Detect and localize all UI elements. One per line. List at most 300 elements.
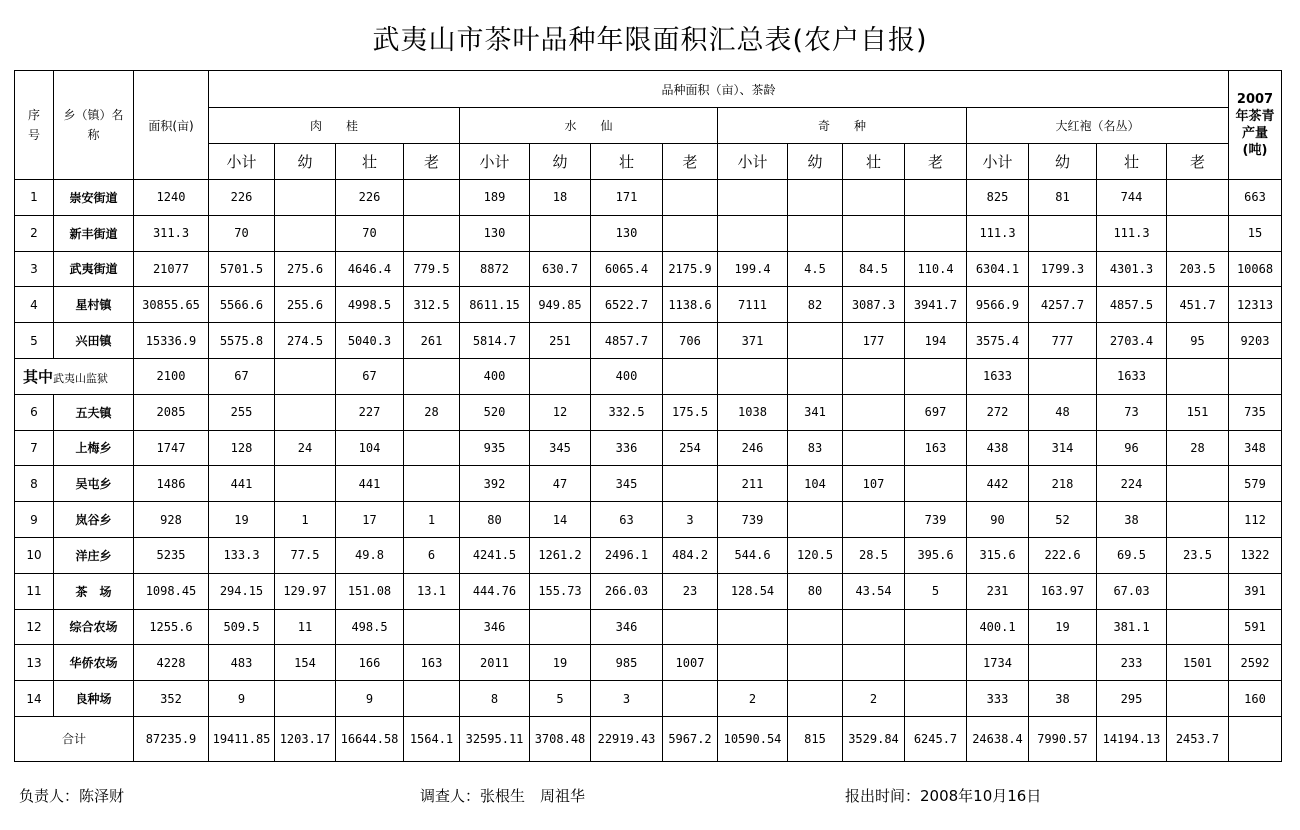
value-cell	[905, 609, 967, 645]
value-cell	[530, 215, 591, 251]
value-cell	[404, 215, 460, 251]
value-cell: 24	[275, 430, 336, 466]
value-cell	[843, 215, 905, 251]
value-cell: 23	[663, 573, 718, 609]
output-cell	[1229, 358, 1282, 394]
value-cell: 120.5	[788, 537, 843, 573]
table-row	[15, 502, 1282, 538]
value-cell: 777	[1029, 323, 1097, 359]
value-cell: 4857.7	[591, 323, 663, 359]
value-cell: 251	[530, 323, 591, 359]
value-cell: 5814.7	[460, 323, 530, 359]
value-cell: 104	[336, 430, 404, 466]
sub-row-label	[15, 358, 134, 394]
town-name: 茶 场	[54, 573, 134, 609]
header-age-old: 老	[663, 144, 718, 180]
row-number: 1	[15, 180, 54, 216]
value-cell: 4998.5	[336, 287, 404, 323]
value-cell: 246	[718, 430, 788, 466]
header-age-mature: 壮	[591, 144, 663, 180]
town-name: 星村镇	[54, 287, 134, 323]
area-cell: 2100	[134, 358, 209, 394]
row-number: 4	[15, 287, 54, 323]
area-cell: 352	[134, 681, 209, 717]
value-cell	[788, 681, 843, 717]
value-cell: 333	[967, 681, 1029, 717]
row-number: 7	[15, 430, 54, 466]
value-cell: 199.4	[718, 251, 788, 287]
value-cell: 6522.7	[591, 287, 663, 323]
value-cell: 985	[591, 645, 663, 681]
value-cell	[1167, 180, 1229, 216]
value-cell	[718, 215, 788, 251]
value-cell	[1167, 358, 1229, 394]
value-cell: 3529.84	[843, 716, 905, 761]
value-cell: 4857.5	[1097, 287, 1167, 323]
value-cell: 14	[530, 502, 591, 538]
output-cell: 391	[1229, 573, 1282, 609]
value-cell: 151	[1167, 394, 1229, 430]
value-cell: 544.6	[718, 537, 788, 573]
output-cell: 112	[1229, 502, 1282, 538]
value-cell: 155.73	[530, 573, 591, 609]
value-cell: 509.5	[209, 609, 275, 645]
value-cell: 19	[209, 502, 275, 538]
value-cell: 744	[1097, 180, 1167, 216]
value-cell	[905, 215, 967, 251]
value-cell: 825	[967, 180, 1029, 216]
value-cell: 22919.43	[591, 716, 663, 761]
value-cell	[404, 466, 460, 502]
value-cell	[663, 215, 718, 251]
header-age-young: 幼	[1029, 144, 1097, 180]
value-cell: 1007	[663, 645, 718, 681]
value-cell: 5566.6	[209, 287, 275, 323]
value-cell: 395.6	[905, 537, 967, 573]
output-cell: 663	[1229, 180, 1282, 216]
value-cell: 175.5	[663, 394, 718, 430]
header-variety-area: 品种面积（亩）、茶龄	[209, 71, 1229, 108]
header-area: 面积(亩)	[134, 71, 209, 180]
value-cell: 2496.1	[591, 537, 663, 573]
value-cell: 73	[1097, 394, 1167, 430]
town-name: 良种场	[54, 681, 134, 717]
value-cell	[275, 180, 336, 216]
table-row	[15, 215, 1282, 251]
header-age-mature: 壮	[336, 144, 404, 180]
value-cell: 1203.17	[275, 716, 336, 761]
summary-table	[14, 70, 1282, 762]
value-cell: 67	[336, 358, 404, 394]
value-cell: 48	[1029, 394, 1097, 430]
output-cell: 2592	[1229, 645, 1282, 681]
value-cell: 189	[460, 180, 530, 216]
area-cell: 15336.9	[134, 323, 209, 359]
value-cell: 80	[460, 502, 530, 538]
value-cell: 1138.6	[663, 287, 718, 323]
value-cell: 95	[1167, 323, 1229, 359]
town-name: 崇安街道	[54, 180, 134, 216]
value-cell: 19	[1029, 609, 1097, 645]
value-cell: 10590.54	[718, 716, 788, 761]
value-cell: 128	[209, 430, 275, 466]
header-age-old: 老	[404, 144, 460, 180]
value-cell: 28.5	[843, 537, 905, 573]
sub-row-lead: 其中	[23, 367, 54, 386]
value-cell: 3941.7	[905, 287, 967, 323]
header-age-young: 幼	[275, 144, 336, 180]
value-cell	[530, 358, 591, 394]
value-cell: 4241.5	[460, 537, 530, 573]
value-cell: 294.15	[209, 573, 275, 609]
value-cell	[663, 609, 718, 645]
total-row	[15, 716, 1282, 761]
value-cell: 274.5	[275, 323, 336, 359]
value-cell: 4301.3	[1097, 251, 1167, 287]
value-cell: 381.1	[1097, 609, 1167, 645]
header-age-old: 老	[1167, 144, 1229, 180]
table-row	[15, 180, 1282, 216]
value-cell	[843, 394, 905, 430]
value-cell: 6	[404, 537, 460, 573]
page-title: 武夷山市茶叶品种年限面积汇总表(农户自报)	[372, 25, 928, 56]
value-cell: 128.54	[718, 573, 788, 609]
table-row	[15, 609, 1282, 645]
value-cell: 5	[530, 681, 591, 717]
value-cell: 400	[591, 358, 663, 394]
value-cell: 4646.4	[336, 251, 404, 287]
town-name: 新丰街道	[54, 215, 134, 251]
value-cell	[788, 502, 843, 538]
value-cell: 18	[530, 180, 591, 216]
value-cell	[1167, 609, 1229, 645]
value-cell: 2453.7	[1167, 716, 1229, 761]
value-cell: 8611.15	[460, 287, 530, 323]
value-cell	[404, 681, 460, 717]
header-seq: 序号	[15, 71, 54, 180]
value-cell: 400.1	[967, 609, 1029, 645]
value-cell: 1633	[967, 358, 1029, 394]
value-cell: 706	[663, 323, 718, 359]
value-cell	[718, 358, 788, 394]
value-cell	[1167, 502, 1229, 538]
value-cell: 69.5	[1097, 537, 1167, 573]
value-cell	[788, 645, 843, 681]
value-cell: 441	[209, 466, 275, 502]
value-cell: 17	[336, 502, 404, 538]
value-cell: 23.5	[1167, 537, 1229, 573]
town-name: 洋庄乡	[54, 537, 134, 573]
area-cell: 1747	[134, 430, 209, 466]
value-cell	[530, 609, 591, 645]
value-cell: 81	[1029, 180, 1097, 216]
row-number: 9	[15, 502, 54, 538]
value-cell: 38	[1097, 502, 1167, 538]
value-cell: 1799.3	[1029, 251, 1097, 287]
value-cell: 82	[788, 287, 843, 323]
value-cell: 194	[905, 323, 967, 359]
value-cell: 2175.9	[663, 251, 718, 287]
value-cell: 272	[967, 394, 1029, 430]
value-cell: 224	[1097, 466, 1167, 502]
value-cell: 935	[460, 430, 530, 466]
table-row	[15, 287, 1282, 323]
value-cell	[404, 180, 460, 216]
value-cell: 163	[905, 430, 967, 466]
value-cell: 739	[905, 502, 967, 538]
value-cell: 484.2	[663, 537, 718, 573]
value-cell: 70	[336, 215, 404, 251]
area-cell: 5235	[134, 537, 209, 573]
value-cell: 3	[663, 502, 718, 538]
value-cell: 4.5	[788, 251, 843, 287]
value-cell	[788, 358, 843, 394]
header-age-young: 幼	[788, 144, 843, 180]
town-name: 上梅乡	[54, 430, 134, 466]
town-name: 吴屯乡	[54, 466, 134, 502]
output-cell	[1229, 716, 1282, 761]
value-cell: 6065.4	[591, 251, 663, 287]
value-cell: 441	[336, 466, 404, 502]
value-cell: 949.85	[530, 287, 591, 323]
value-cell: 151.08	[336, 573, 404, 609]
value-cell	[843, 502, 905, 538]
value-cell: 2	[718, 681, 788, 717]
value-cell: 4257.7	[1029, 287, 1097, 323]
value-cell	[905, 358, 967, 394]
value-cell	[843, 358, 905, 394]
output-cell: 735	[1229, 394, 1282, 430]
output-cell: 12313	[1229, 287, 1282, 323]
value-cell: 275.6	[275, 251, 336, 287]
value-cell: 222.6	[1029, 537, 1097, 573]
value-cell: 111.3	[1097, 215, 1167, 251]
value-cell: 341	[788, 394, 843, 430]
table-row	[15, 681, 1282, 717]
value-cell: 3087.3	[843, 287, 905, 323]
value-cell: 129.97	[275, 573, 336, 609]
value-cell: 1734	[967, 645, 1029, 681]
value-cell: 2	[843, 681, 905, 717]
value-cell: 9	[209, 681, 275, 717]
table-row	[15, 466, 1282, 502]
table-row	[15, 394, 1282, 430]
value-cell: 255	[209, 394, 275, 430]
value-cell	[404, 358, 460, 394]
value-cell	[275, 466, 336, 502]
row-number: 13	[15, 645, 54, 681]
value-cell: 171	[591, 180, 663, 216]
value-cell: 312.5	[404, 287, 460, 323]
value-cell	[718, 180, 788, 216]
header-variety-dahongpao: 大红袍（名丛）	[967, 108, 1229, 144]
value-cell: 3	[591, 681, 663, 717]
value-cell: 345	[591, 466, 663, 502]
area-cell: 928	[134, 502, 209, 538]
value-cell: 32595.11	[460, 716, 530, 761]
value-cell: 6245.7	[905, 716, 967, 761]
value-cell: 371	[718, 323, 788, 359]
value-cell	[1029, 358, 1097, 394]
value-cell	[275, 358, 336, 394]
value-cell	[788, 215, 843, 251]
value-cell: 203.5	[1167, 251, 1229, 287]
value-cell: 3575.4	[967, 323, 1029, 359]
value-cell: 1	[275, 502, 336, 538]
value-cell: 315.6	[967, 537, 1029, 573]
value-cell: 133.3	[209, 537, 275, 573]
value-cell: 163	[404, 645, 460, 681]
value-cell: 336	[591, 430, 663, 466]
header-variety-shuixian: 水 仙	[460, 108, 718, 144]
value-cell: 815	[788, 716, 843, 761]
row-number: 14	[15, 681, 54, 717]
value-cell: 83	[788, 430, 843, 466]
value-cell: 177	[843, 323, 905, 359]
footer-report-date: 报出时间：2008年10月16日	[845, 787, 1042, 805]
value-cell: 67	[209, 358, 275, 394]
row-number: 2	[15, 215, 54, 251]
output-cell: 591	[1229, 609, 1282, 645]
value-cell	[905, 645, 967, 681]
area-cell: 4228	[134, 645, 209, 681]
output-cell: 160	[1229, 681, 1282, 717]
value-cell: 49.8	[336, 537, 404, 573]
table-row	[15, 251, 1282, 287]
total-label: 合计	[15, 716, 134, 761]
header-variety-qizhong: 奇 种	[718, 108, 967, 144]
value-cell	[663, 358, 718, 394]
value-cell: 261	[404, 323, 460, 359]
value-cell: 697	[905, 394, 967, 430]
value-cell: 24638.4	[967, 716, 1029, 761]
value-cell	[1167, 215, 1229, 251]
value-cell: 345	[530, 430, 591, 466]
area-cell: 1240	[134, 180, 209, 216]
header-age-subtotal: 小计	[718, 144, 788, 180]
value-cell: 107	[843, 466, 905, 502]
header-age-subtotal: 小计	[967, 144, 1029, 180]
value-cell: 47	[530, 466, 591, 502]
value-cell: 6304.1	[967, 251, 1029, 287]
value-cell: 218	[1029, 466, 1097, 502]
value-cell: 52	[1029, 502, 1097, 538]
header-age-subtotal: 小计	[209, 144, 275, 180]
town-name: 武夷街道	[54, 251, 134, 287]
value-cell: 130	[591, 215, 663, 251]
value-cell: 7111	[718, 287, 788, 323]
value-cell: 5575.8	[209, 323, 275, 359]
value-cell: 483	[209, 645, 275, 681]
value-cell: 314	[1029, 430, 1097, 466]
value-cell	[718, 609, 788, 645]
value-cell: 400	[460, 358, 530, 394]
value-cell: 1	[404, 502, 460, 538]
value-cell: 9566.9	[967, 287, 1029, 323]
town-name: 华侨农场	[54, 645, 134, 681]
header-age-young: 幼	[530, 144, 591, 180]
value-cell: 1501	[1167, 645, 1229, 681]
output-cell: 15	[1229, 215, 1282, 251]
area-cell: 1255.6	[134, 609, 209, 645]
table-row	[15, 573, 1282, 609]
output-cell: 1322	[1229, 537, 1282, 573]
town-name: 岚谷乡	[54, 502, 134, 538]
value-cell: 38	[1029, 681, 1097, 717]
value-cell: 779.5	[404, 251, 460, 287]
value-cell: 1261.2	[530, 537, 591, 573]
value-cell: 233	[1097, 645, 1167, 681]
value-cell	[788, 609, 843, 645]
value-cell: 2703.4	[1097, 323, 1167, 359]
value-cell: 451.7	[1167, 287, 1229, 323]
value-cell: 255.6	[275, 287, 336, 323]
value-cell: 43.54	[843, 573, 905, 609]
row-number: 8	[15, 466, 54, 502]
value-cell: 111.3	[967, 215, 1029, 251]
value-cell: 12	[530, 394, 591, 430]
value-cell	[788, 180, 843, 216]
value-cell	[275, 215, 336, 251]
value-cell: 19411.85	[209, 716, 275, 761]
sub-row-name: 武夷山监狱	[53, 371, 109, 385]
value-cell: 28	[404, 394, 460, 430]
value-cell: 110.4	[905, 251, 967, 287]
row-number: 5	[15, 323, 54, 359]
value-cell: 84.5	[843, 251, 905, 287]
value-cell: 332.5	[591, 394, 663, 430]
row-number: 6	[15, 394, 54, 430]
value-cell: 5701.5	[209, 251, 275, 287]
output-cell: 348	[1229, 430, 1282, 466]
area-cell: 87235.9	[134, 716, 209, 761]
table-row	[15, 537, 1282, 573]
value-cell: 346	[591, 609, 663, 645]
value-cell: 28	[1167, 430, 1229, 466]
value-cell: 444.76	[460, 573, 530, 609]
value-cell	[1167, 681, 1229, 717]
value-cell: 5040.3	[336, 323, 404, 359]
value-cell: 438	[967, 430, 1029, 466]
header-age-mature: 壮	[843, 144, 905, 180]
area-cell: 1486	[134, 466, 209, 502]
value-cell: 739	[718, 502, 788, 538]
value-cell	[1029, 645, 1097, 681]
row-number: 10	[15, 537, 54, 573]
value-cell: 392	[460, 466, 530, 502]
table-row	[15, 430, 1282, 466]
value-cell: 16644.58	[336, 716, 404, 761]
value-cell: 630.7	[530, 251, 591, 287]
value-cell: 442	[967, 466, 1029, 502]
header-age-old: 老	[905, 144, 967, 180]
value-cell	[905, 466, 967, 502]
value-cell	[843, 430, 905, 466]
value-cell: 227	[336, 394, 404, 430]
area-cell: 2085	[134, 394, 209, 430]
header-age-mature: 壮	[1097, 144, 1167, 180]
area-cell: 21077	[134, 251, 209, 287]
value-cell	[788, 323, 843, 359]
value-cell: 70	[209, 215, 275, 251]
value-cell: 2011	[460, 645, 530, 681]
town-name: 兴田镇	[54, 323, 134, 359]
value-cell	[663, 681, 718, 717]
value-cell: 9	[336, 681, 404, 717]
town-name: 综合农场	[54, 609, 134, 645]
value-cell	[404, 430, 460, 466]
value-cell: 1564.1	[404, 716, 460, 761]
